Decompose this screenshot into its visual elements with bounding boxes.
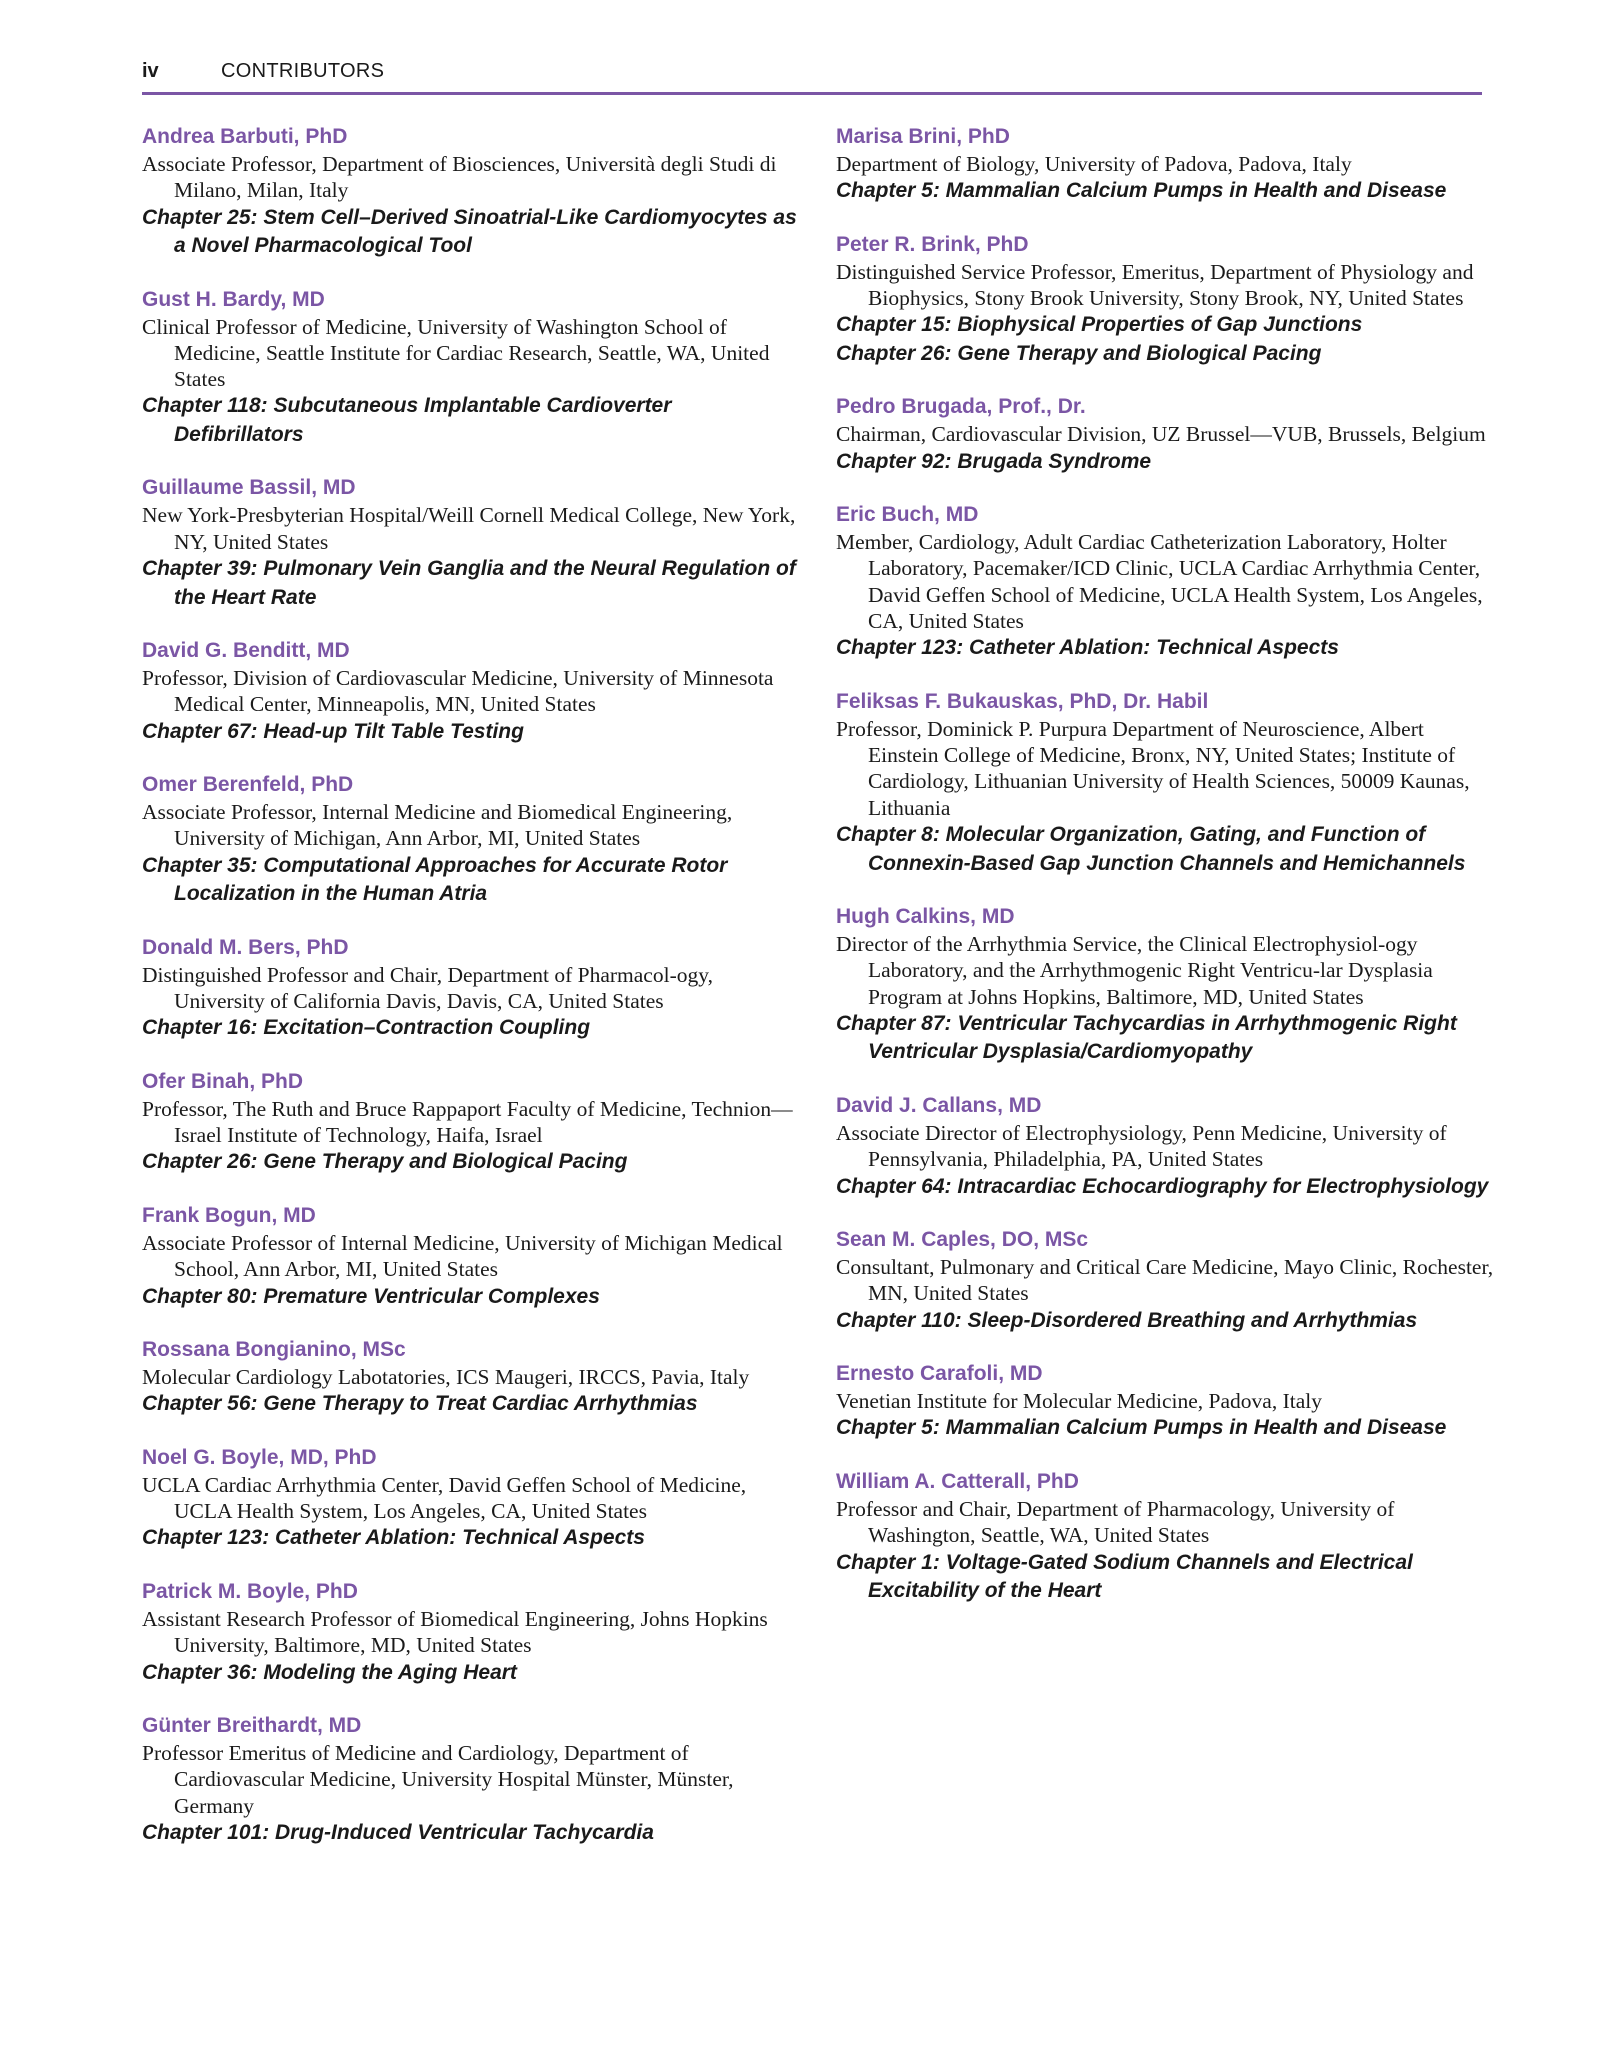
- contributor-name: William A. Catterall, PhD: [836, 1469, 1079, 1493]
- chapter-title: Chapter 87: Ventricular Tachycardias in Arrhythmogenic Right Ventricular Dysplasia/Cardiomyopathy: [836, 1011, 1457, 1064]
- contributor-entry: [142, 1202, 802, 1311]
- contributor-entry: [836, 1360, 1496, 1443]
- contributor-name: Andrea Barbuti, PhD: [142, 125, 348, 148]
- contributor-entry: [142, 1068, 802, 1177]
- contributor-entry: [836, 501, 1496, 663]
- contributor-name: David J. Callans, MD: [836, 1093, 1042, 1117]
- contributor-entry: [836, 1092, 1496, 1201]
- contributor-entry: [836, 393, 1496, 476]
- chapter-title: Chapter 67: Head-up Tilt Table Testing: [142, 719, 524, 743]
- chapter-title: Chapter 92: Brugada Syndrome: [836, 449, 1152, 473]
- chapter-title: Chapter 36: Modeling the Aging Heart: [142, 1660, 517, 1684]
- chapter-title: Chapter 26: Gene Therapy and Biological Pacing: [142, 1150, 628, 1174]
- chapter-title: Chapter 56: Gene Therapy to Treat Cardiac Arrhythmias: [142, 1392, 698, 1416]
- contributor-name: Rossana Bongianino, MSc: [142, 1338, 406, 1362]
- contributor-name: Hugh Calkins, MD: [836, 905, 1015, 929]
- contributor-name: Marisa Brini, PhD: [836, 125, 1010, 148]
- contributor-entry: [142, 637, 802, 746]
- contributor-affiliation: Distinguished Professor and Chair, Department of Pharmacol-ogy, University of California Davis, Davis, CA, United States: [142, 962, 713, 1014]
- contributor-entry: [142, 286, 802, 450]
- chapter-title: Chapter 39: Pulmonary Vein Ganglia and the Neural Regulation of the Heart Rate: [142, 557, 796, 609]
- contributor-entry: [142, 1578, 802, 1687]
- contributor-affiliation: Professor Emeritus of Medicine and Cardiology, Department of Cardiovascular Medicine, University Hospital Münster, Münster, Germany: [142, 1741, 734, 1818]
- contributor-affiliation: Venetian Institute for Molecular Medicine, Padova, Italy: [836, 1389, 1322, 1414]
- contributor-name: Ernesto Carafoli, MD: [836, 1362, 1043, 1386]
- chapter-title: Chapter 16: Excitation–Contraction Coupling: [142, 1016, 591, 1040]
- contributor-name: Peter R. Brink, PhD: [836, 232, 1029, 256]
- contributor-affiliation: Chairman, Cardiovascular Division, UZ Brussel—VUB, Brussels, Belgium: [836, 422, 1486, 447]
- contributor-name: Günter Breithardt, MD: [142, 1714, 362, 1738]
- contributor-entry: [142, 1712, 802, 1847]
- chapter-title: Chapter 110: Sleep-Disordered Breathing and Arrhythmias: [836, 1308, 1418, 1332]
- contributor-entry: [142, 934, 802, 1043]
- contributor-affiliation: Associate Director of Electrophysiology, Penn Medicine, University of Pennsylvania, Philadelphia, PA, United States: [836, 1120, 1447, 1172]
- contributor-affiliation: Professor, The Ruth and Bruce Rappaport Faculty of Medicine, Technion—Israel Institute of Technology, Haifa, Israel: [142, 1096, 793, 1148]
- contributor-affiliation: Associate Professor, Department of Biosciences, Università degli Studi di Milano, Milan, Italy: [142, 152, 777, 203]
- contributor-entry: [142, 123, 802, 261]
- contributor-name: David G. Benditt, MD: [142, 639, 350, 663]
- contributor-affiliation: Director of the Arrhythmia Service, the Clinical Electrophysiol-ogy Laboratory, and the Arrhythmogenic Right Ventricu-lar Dysplasia Program at Johns Hopkins, Baltimore, MD, United States: [836, 932, 1433, 1009]
- contributor-name: Gust H. Bardy, MD: [142, 287, 325, 311]
- contributor-name: Donald M. Bers, PhD: [142, 935, 349, 959]
- contributor-name: Noel G. Boyle, MD, PhD: [142, 1445, 377, 1469]
- contributor-affiliation: Associate Professor, Internal Medicine and Biomedical Engineering, University of Michigan, Ann Arbor, MI, United States: [142, 800, 733, 851]
- chapter-title: Chapter 101: Drug-Induced Ventricular Tachycardia: [142, 1820, 654, 1844]
- contributor-name: Eric Buch, MD: [836, 503, 979, 527]
- contributor-entry: [836, 1468, 1496, 1606]
- contributor-name: Ofer Binah, PhD: [142, 1069, 304, 1093]
- contributor-affiliation: UCLA Cardiac Arrhythmia Center, David Geffen School of Medicine, UCLA Health System, Los Angeles, CA, United States: [142, 1472, 747, 1524]
- contributor-entry: [142, 1336, 802, 1419]
- contributor-entry: [836, 231, 1496, 369]
- chapter-title: Chapter 35: Computational Approaches for Accurate Rotor Localization in the Human Atria: [142, 853, 728, 906]
- contributor-name: Patrick M. Boyle, PhD: [142, 1579, 358, 1603]
- chapter-title: Chapter 64: Intracardiac Echocardiography for Electrophysiology: [836, 1174, 1489, 1198]
- contributor-name: Omer Berenfeld, PhD: [142, 773, 354, 797]
- contributor-entry: [836, 123, 1496, 206]
- contributor-affiliation: Professor, Division of Cardiovascular Medicine, University of Minnesota Medical Center, Minneapolis, MN, United States: [142, 666, 774, 717]
- contributor-name: Pedro Brugada, Prof., Dr.: [836, 395, 1086, 419]
- chapter-title: Chapter 123: Catheter Ablation: Technical Aspects: [836, 636, 1339, 660]
- chapter-title: Chapter 123: Catheter Ablation: Technical Aspects: [142, 1526, 645, 1550]
- contributor-entry: [836, 903, 1496, 1067]
- contributor-affiliation: Member, Cardiology, Adult Cardiac Catheterization Laboratory, Holter Laboratory, Pacemaker/ICD Clinic, UCLA Cardiac Arrhythmia Center, David Geffen School of Medicine, UCLA Health System, Los Angeles, CA, United States: [836, 530, 1483, 634]
- chapter-title: Chapter 15: Biophysical Properties of Gap Junctions: [836, 313, 1363, 337]
- contributor-name: Guillaume Bassil, MD: [142, 476, 356, 500]
- contributor-name: Frank Bogun, MD: [142, 1203, 316, 1227]
- page-number: iv: [142, 60, 159, 82]
- contributor-affiliation: New York-Presbyterian Hospital/Weill Cornell Medical College, New York, NY, United States: [142, 503, 796, 554]
- contributor-entry: [142, 474, 802, 612]
- section-title: CONTRIBUTORS: [221, 60, 385, 82]
- contributor-entry: [142, 771, 802, 909]
- chapter-title: Chapter 5: Mammalian Calcium Pumps in Health and Disease: [836, 1416, 1447, 1440]
- contributor-affiliation: Clinical Professor of Medicine, University of Washington School of Medicine, Seattle Institute for Cardiac Research, Seattle, WA, United States: [142, 314, 770, 392]
- contributor-affiliation: Professor and Chair, Department of Pharmacology, University of Washington, Seattle, WA, United States: [836, 1496, 1395, 1548]
- chapter-title: Chapter 1: Voltage-Gated Sodium Channels and Electrical Excitability of the Heart: [836, 1550, 1413, 1603]
- chapter-title: Chapter 80: Premature Ventricular Complexes: [142, 1284, 600, 1308]
- chapter-title: Chapter 25: Stem Cell–Derived Sinoatrial-Like Cardiomyocytes as a Novel Pharmacological Tool: [142, 205, 797, 258]
- contributor-entry: [142, 1444, 802, 1553]
- contributor-affiliation: Molecular Cardiology Labotatories, ICS Maugeri, IRCCS, Pavia, Italy: [142, 1365, 750, 1390]
- contributor-affiliation: Distinguished Service Professor, Emeritus, Department of Physiology and Biophysics, Stony Brook University, Stony Brook, NY, United States: [836, 259, 1474, 311]
- right-column: [836, 123, 1496, 1631]
- contributor-name: Feliksas F. Bukauskas, PhD, Dr. Habil: [836, 689, 1209, 713]
- contributor-entry: [836, 688, 1496, 878]
- left-column: [142, 123, 802, 1872]
- contributor-name: Sean M. Caples, DO, MSc: [836, 1228, 1089, 1252]
- contributor-entry: [836, 1226, 1496, 1335]
- contributor-affiliation: Professor, Dominick P. Purpura Department of Neuroscience, Albert Einstein College of Medicine, Bronx, NY, United States; Institute of Cardiology, Lithuanian University of Health Sciences, 50009 Kaunas, Lithuania: [836, 716, 1470, 820]
- chapter-title: Chapter 8: Molecular Organization, Gating, and Function of Connexin-Based Gap Junction Channels and Hemichannels: [836, 823, 1466, 875]
- contributor-affiliation: Consultant, Pulmonary and Critical Care Medicine, Mayo Clinic, Rochester, MN, United States: [836, 1255, 1494, 1306]
- chapter-title: Chapter 118: Subcutaneous Implantable Cardioverter Defibrillators: [142, 394, 672, 446]
- page-header: [142, 58, 1482, 95]
- contributor-affiliation: Assistant Research Professor of Biomedical Engineering, Johns Hopkins University, Baltimore, MD, United States: [142, 1606, 768, 1658]
- contributor-affiliation: Department of Biology, University of Padova, Padova, Italy: [836, 152, 1352, 176]
- chapter-title: Chapter 26: Gene Therapy and Biological Pacing: [836, 341, 1322, 365]
- chapter-title: Chapter 5: Mammalian Calcium Pumps in Health and Disease: [836, 179, 1447, 203]
- contributor-affiliation: Associate Professor of Internal Medicine, University of Michigan Medical School, Ann Arbor, MI, United States: [142, 1230, 783, 1282]
